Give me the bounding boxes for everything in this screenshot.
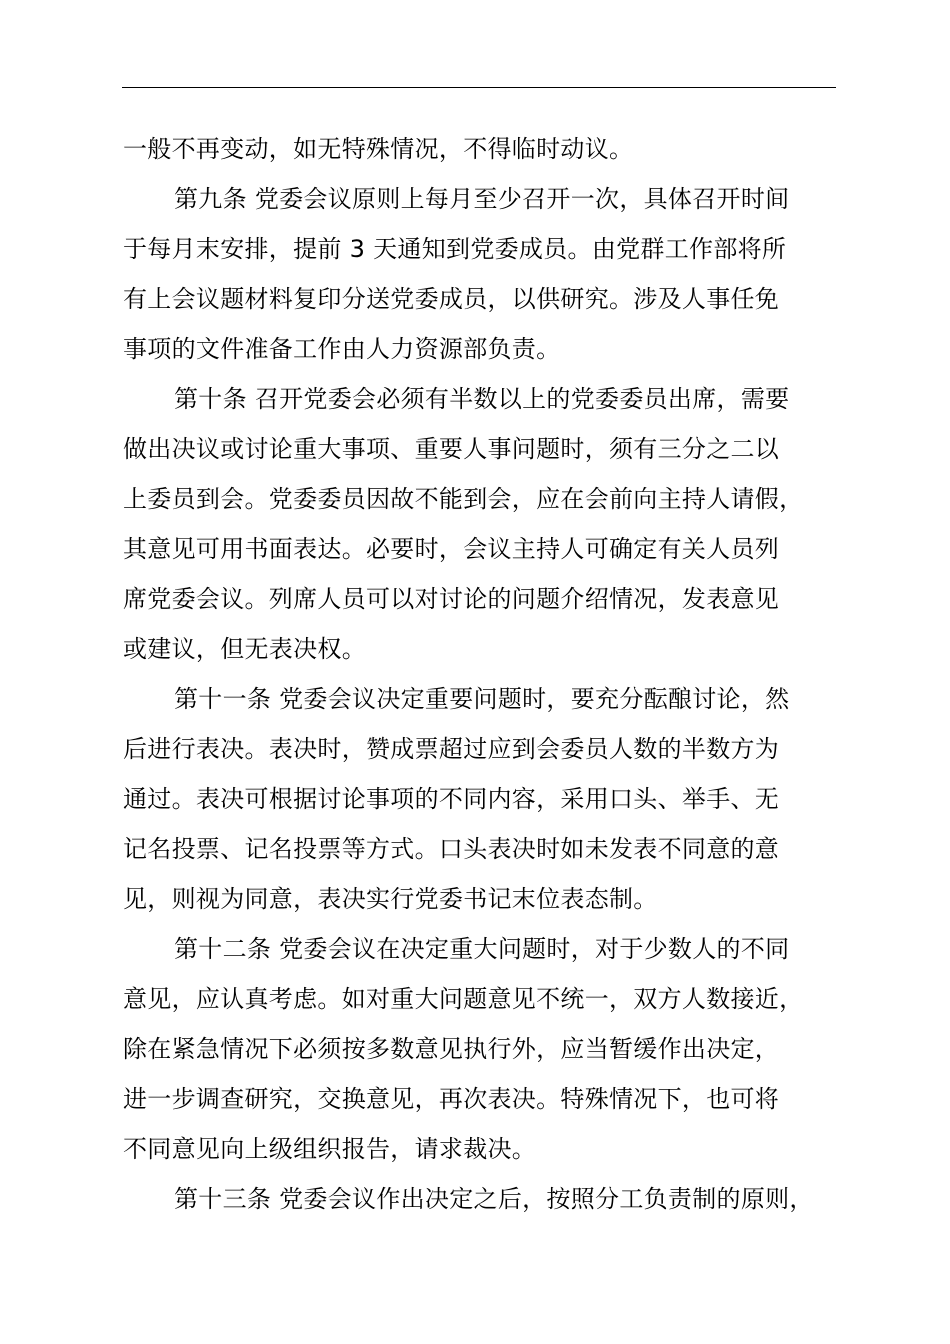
text-line: 后进行表决。表决时，赞成票超过应到会委员人数的半数方为 — [123, 735, 780, 763]
text-line: 见，则视为同意，表决实行党委书记末位表态制。 — [123, 885, 658, 913]
article-11-first-line: 第十一条 党委会议决定重要问题时，要充分酝酿讨论，然 — [174, 685, 790, 713]
text-line: 有上会议题材料复印分送党委成员，以供研究。涉及人事任免 — [123, 285, 780, 313]
text-line: 事项的文件准备工作由人力资源部负责。 — [123, 335, 561, 363]
text-line: 或建议，但无表决权。 — [123, 635, 366, 663]
text-line: 做出决议或讨论重大事项、重要人事问题时，须有三分之二以 — [123, 435, 780, 463]
article-12-first-line: 第十二条 党委会议在决定重大问题时，对于少数人的不同 — [174, 935, 790, 963]
text-line: 一般不再变动，如无特殊情况，不得临时动议。 — [123, 135, 634, 163]
header-rule — [122, 87, 836, 88]
article-13-first-line: 第十三条 党委会议作出决定之后，按照分工负责制的原则， — [174, 1185, 814, 1213]
text-line: 通过。表决可根据讨论事项的不同内容，采用口头、举手、无 — [123, 785, 780, 813]
text-line: 上委员到会。党委委员因故不能到会，应在会前向主持人请假， — [123, 485, 804, 513]
text-line: 其意见可用书面表达。必要时，会议主持人可确定有关人员列 — [123, 535, 780, 563]
document-body — [123, 124, 863, 1224]
article-9-first-line: 第九条 党委会议原则上每月至少召开一次，具体召开时间 — [174, 185, 790, 213]
text-line: 记名投票、记名投票等方式。口头表决时如未发表不同意的意 — [123, 835, 780, 863]
text-line: 于每月末安排，提前 3 天通知到党委成员。由党群工作部将所 — [123, 235, 787, 263]
text-line: 除在紧急情况下必须按多数意见执行外，应当暂缓作出决定， — [123, 1035, 780, 1063]
text-line: 席党委会议。列席人员可以对讨论的问题介绍情况，发表意见 — [123, 585, 780, 613]
text-line: 意见，应认真考虑。如对重大问题意见不统一，双方人数接近， — [123, 985, 804, 1013]
article-10-first-line: 第十条 召开党委会必须有半数以上的党委委员出席，需要 — [174, 385, 790, 413]
text-line: 进一步调查研究，交换意见，再次表决。特殊情况下，也可将 — [123, 1085, 780, 1113]
text-line: 不同意见向上级组织报告，请求裁决。 — [123, 1135, 537, 1163]
